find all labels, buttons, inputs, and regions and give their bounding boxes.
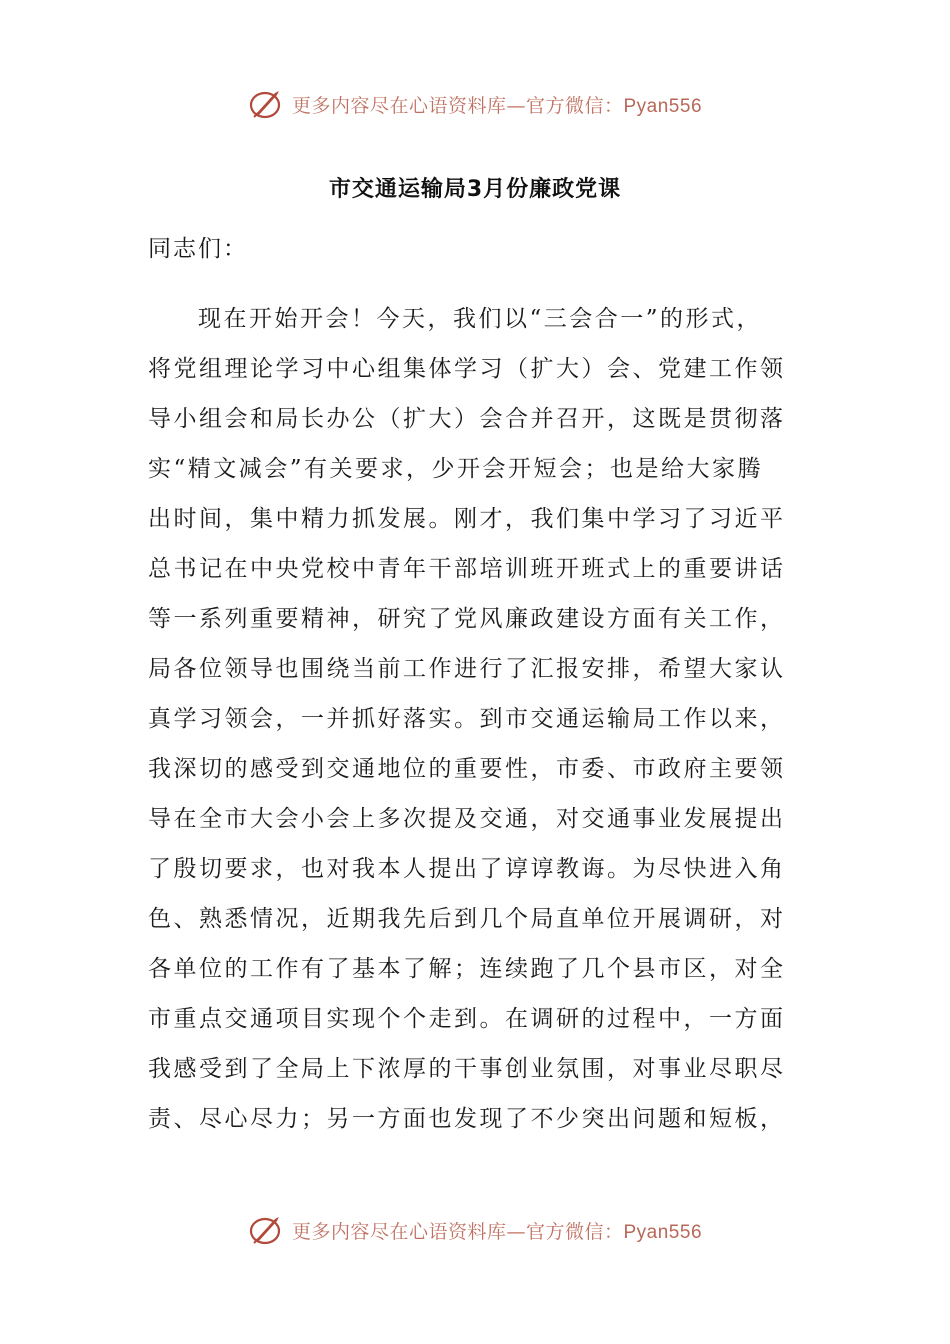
paragraph-line: 市重点交通项目实现个个走到。在调研的过程中，一方面: [148, 1006, 786, 1032]
quill-pen-logo-icon: [248, 86, 284, 122]
document-title: 市交通运输局3月份廉政党课: [328, 177, 622, 202]
salutation: 同志们：: [148, 236, 248, 262]
footer-wechat-id: Pyan556: [623, 1221, 703, 1243]
header-banner: [0, 80, 950, 128]
paragraph-line: 色、熟悉情况，近期我先后到几个局直单位开展调研，对: [148, 906, 786, 932]
paragraph-line: 现在开始开会！今天，我们以“三会合一”的形式，: [198, 306, 763, 332]
paragraph-line: 导小组会和局长办公（扩大）会合并召开，这既是贯彻落: [148, 406, 786, 432]
paragraph-line: 责、尽心尽力；另一方面也发现了不少突出问题和短板，: [148, 1106, 786, 1132]
paragraph-line: 出时间，集中精力抓发展。刚才，我们集中学习了习近平: [148, 506, 786, 532]
paragraph-line: 总书记在中央党校中青年干部培训班开班式上的重要讲话: [148, 556, 786, 582]
paragraph-line: 了殷切要求，也对我本人提出了谆谆教诲。为尽快进入角: [148, 856, 786, 882]
header-banner-text: 更多内容尽在心语资料库—官方微信：Pyan556: [291, 94, 703, 117]
paragraph-line: 实“精文减会”有关要求，少开会开短会；也是给大家腾: [148, 456, 764, 482]
body-paragraph: [148, 294, 788, 1144]
paragraph-line: 我感受到了全局上下浓厚的干事创业氛围，对事业尽职尽: [148, 1056, 786, 1082]
quill-pen-logo-icon: [248, 1212, 284, 1248]
footer-banner-text: 更多内容尽在心语资料库—官方微信：Pyan556: [291, 1220, 703, 1243]
header-wechat-id: Pyan556: [623, 95, 703, 117]
paragraph-line: 我深切的感受到交通地位的重要性，市委、市政府主要领: [148, 756, 786, 782]
footer-banner: [0, 1206, 950, 1254]
paragraph-line: 各单位的工作有了基本了解；连续跑了几个县市区，对全: [148, 956, 786, 982]
paragraph-line: 导在全市大会小会上多次提及交通，对交通事业发展提出: [148, 806, 786, 832]
paragraph-line: 等一系列重要精神，研究了党风廉政建设方面有关工作，: [148, 606, 786, 632]
paragraph-line: 将党组理论学习中心组集体学习（扩大）会、党建工作领: [148, 356, 786, 382]
paragraph-line: 真学习领会，一并抓好落实。到市交通运输局工作以来，: [148, 706, 786, 732]
paragraph-line: 局各位领导也围绕当前工作进行了汇报安排，希望大家认: [148, 656, 786, 682]
